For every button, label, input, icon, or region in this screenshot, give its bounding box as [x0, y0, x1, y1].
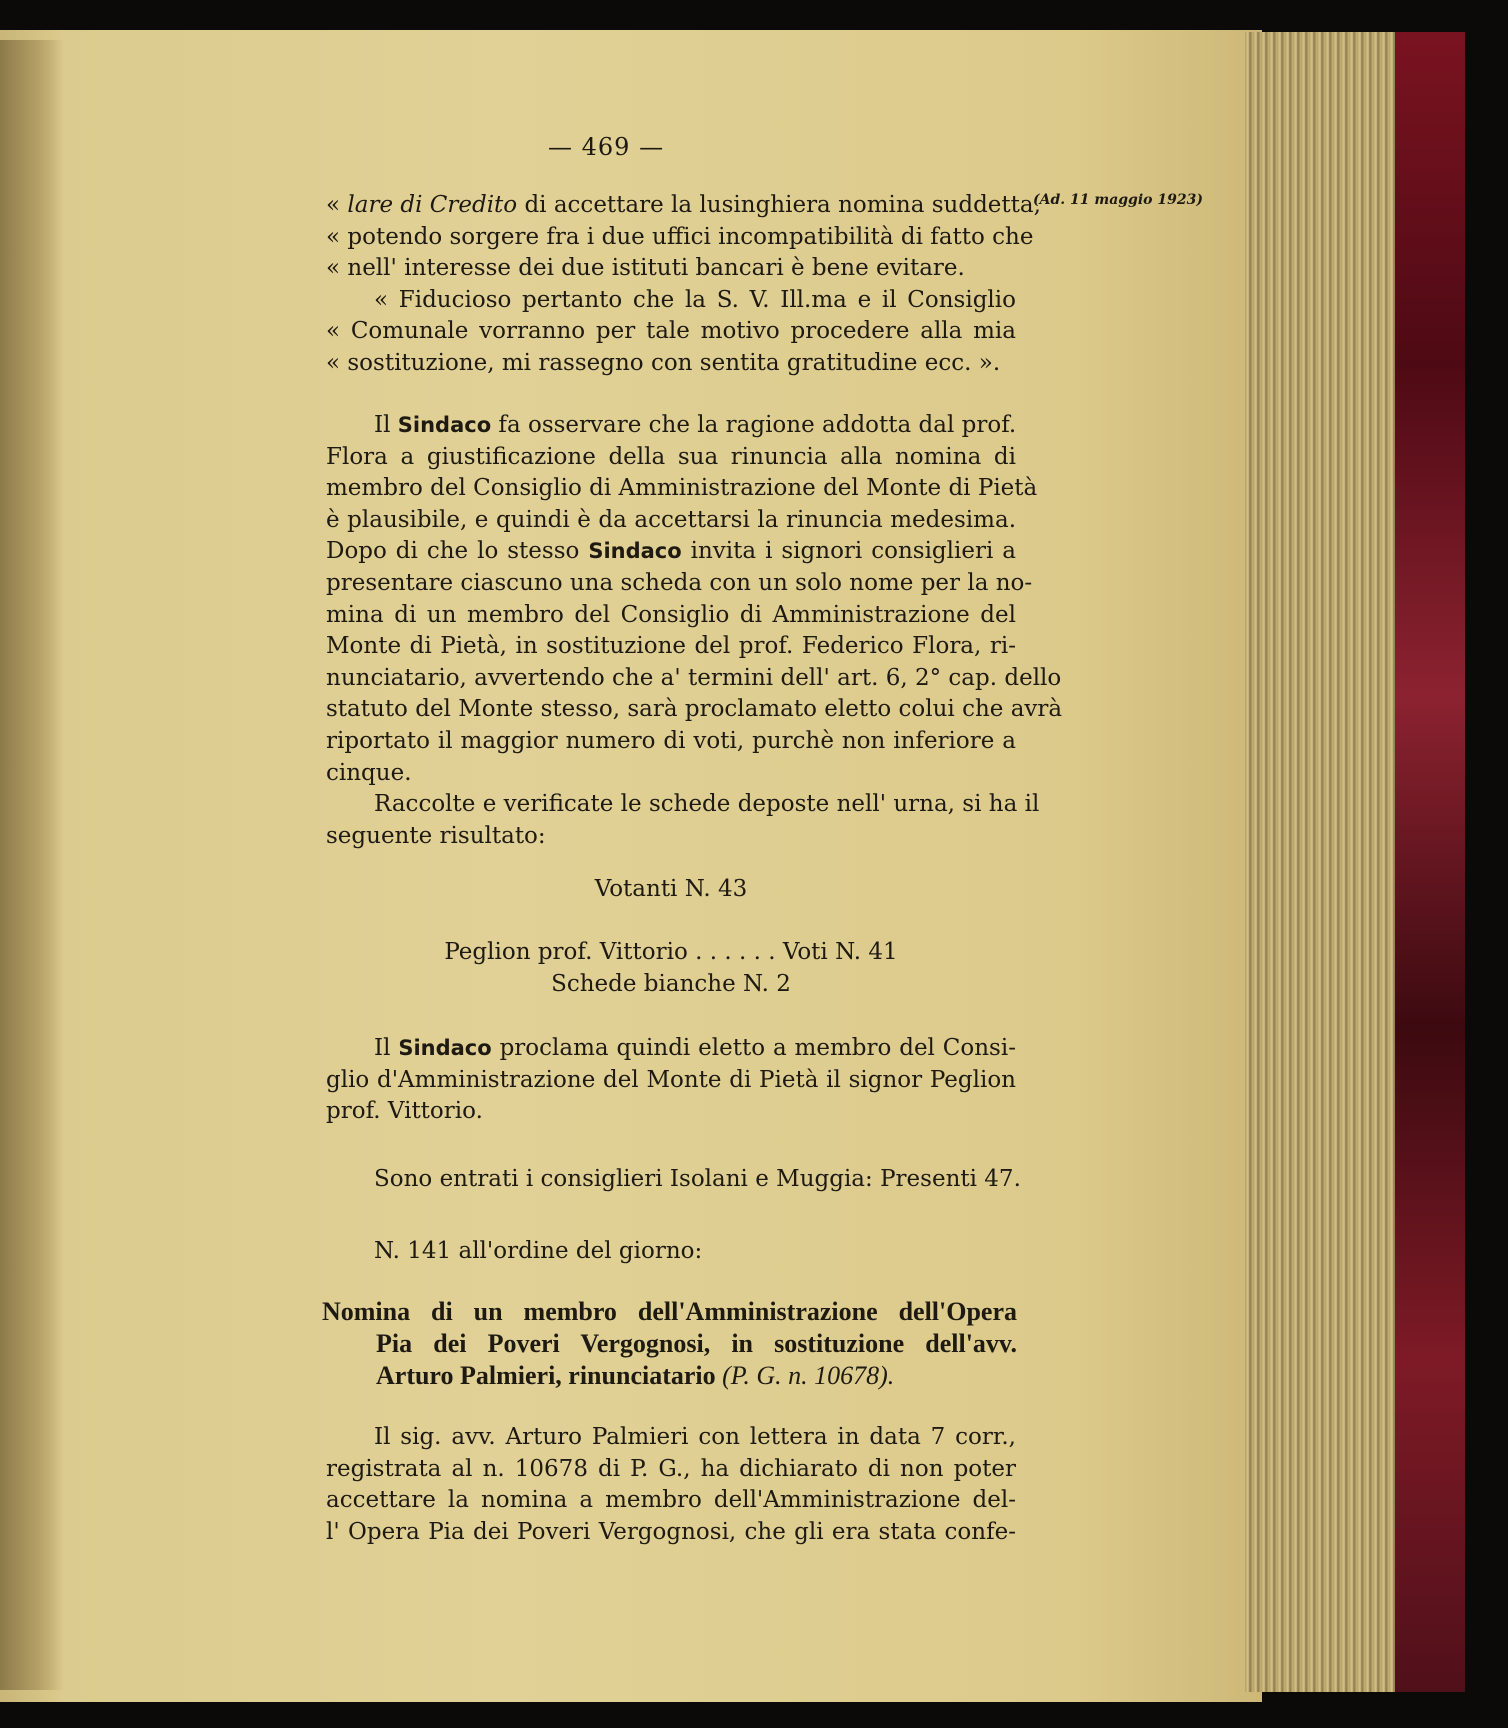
- paragraph-line: seguente risultato:: [326, 822, 546, 849]
- paragraph-line: presentare ciascuno una scheda con un solo nome per la no-: [326, 569, 1033, 596]
- book-gutter: [0, 40, 64, 1690]
- paragraph-line: riportato il maggior numero di voti, purchè non inferiore a: [326, 727, 1016, 754]
- paragraph-line: Flora a giustificazione della sua rinuncia alla nomina di: [326, 443, 1016, 470]
- paragraph-line: statuto del Monte stesso, sarà proclamato eletto colui che avrà: [326, 696, 1063, 723]
- letter-line: « potendo sorgere fra i due uffici incompatibilità di fatto che: [326, 223, 1034, 250]
- paragraph-line: prof. Vittorio.: [326, 1098, 483, 1125]
- paragraph-line: cinque.: [326, 759, 412, 786]
- margin-note-date: (Ad. 11 maggio 1923): [1033, 192, 1203, 208]
- section-heading: [322, 1296, 1017, 1392]
- paragraph-line: Il sig. avv. Arturo Palmieri con lettera in data 7 corr.,: [374, 1424, 1016, 1450]
- paragraph-line: nunciatario, avvertendo che a' termini dell' art. 6, 2° cap. dello: [326, 664, 1062, 691]
- votanti-line: Votanti N. 43: [594, 876, 748, 902]
- letter-line: « sostituzione, mi rassegno con sentita gratitudine ecc. ».: [326, 349, 1001, 376]
- schede-bianche-line: Schede bianche N. 2: [551, 971, 791, 997]
- paragraph-proclamation: [326, 1033, 1016, 1128]
- letter-block: [326, 190, 1041, 380]
- paragraph-line: membro del Consiglio di Amministrazione del Monte di Pietà: [326, 475, 1038, 502]
- paragraph-palmieri: [326, 1422, 1016, 1548]
- agenda-item: [326, 1236, 1016, 1268]
- paragraph-line: Il Sindaco proclama quindi eletto a membro del Consi-: [374, 1035, 1016, 1061]
- entrance-note: [326, 1164, 1021, 1196]
- letter-line: « Comunale vorranno per tale motivo procedere alla mia: [326, 318, 1016, 345]
- paragraph-line: Sono entrati i consiglieri Isolani e Muggia: Presenti 47.: [374, 1166, 1021, 1192]
- page-number: — 469 —: [548, 133, 665, 161]
- paragraph-line: Raccolte e verificate le schede deposte nell' urna, si ha il: [374, 791, 1040, 818]
- paragraph-line: N. 141 all'ordine del giorno:: [374, 1238, 703, 1264]
- paragraph-line: Il Sindaco fa osservare che la ragione addotta dal prof.: [374, 412, 1017, 438]
- heading-line: Nomina di un membro dell'Amministrazione dell'Opera: [322, 1297, 1017, 1326]
- letter-line: « Fiducioso pertanto che la S. V. Ill.ma e il Consiglio: [374, 286, 1016, 313]
- paragraph-line: registrata al n. 10678 di P. G., ha dichiarato di non poter: [326, 1455, 1016, 1482]
- paragraph-line: Monte di Pietà, in sostituzione del prof. Federico Flora, ri-: [326, 633, 1016, 660]
- letter-line: « lare di Credito di accettare la lusinghiera nomina suddetta,: [326, 192, 1041, 218]
- paragraph-line: è plausibile, e quindi è da accettarsi la rinuncia medesima.: [326, 506, 1016, 533]
- heading-line: Arturo Palmieri, rinunciatario (P. G. n. 10678).: [376, 1361, 895, 1390]
- vote-result-line: Peglion prof. Vittorio . . . . . . Voti N. 41: [444, 939, 898, 965]
- paragraph-line: mina di un membro del Consiglio di Amministrazione del: [326, 601, 1016, 628]
- paragraph-line: l' Opera Pia dei Poveri Vergognosi, che gli era stata confe-: [326, 1518, 1016, 1545]
- paragraph-line: glio d'Amministrazione del Monte di Pietà il signor Peglion: [326, 1066, 1016, 1093]
- paragraph-sindaco-1: [326, 410, 1063, 852]
- paragraph-line: Dopo di che lo stesso Sindaco invita i signori consiglieri a: [326, 538, 1016, 565]
- paragraph-line: accettare la nomina a membro dell'Amministrazione del-: [326, 1487, 1016, 1514]
- letter-line: « nell' interesse dei due istituti bancari è bene evitare.: [326, 255, 965, 282]
- book-cover-edge: [1395, 32, 1465, 1692]
- heading-line: Pia dei Poveri Vergognosi, in sostituzione dell'avv.: [376, 1329, 1017, 1358]
- protocol-reference: (P. G. n. 10678).: [722, 1361, 895, 1390]
